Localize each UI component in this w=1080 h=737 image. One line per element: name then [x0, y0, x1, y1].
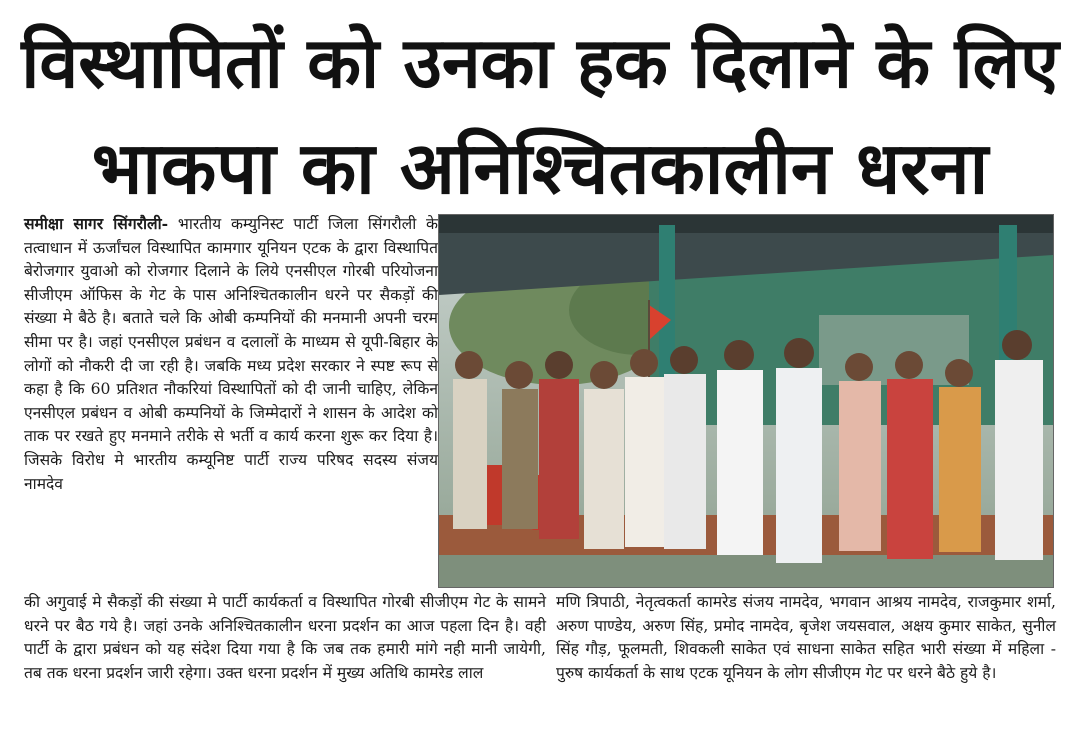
byline: समीक्षा सागर सिंगरौली- [24, 214, 169, 233]
protest-photo [438, 214, 1054, 588]
headline-line-2: भाकपा का अनिश्चितकालीन धरना [91, 126, 989, 210]
protest-photo-illustration [439, 215, 1053, 587]
article-column-2: की अगुवाई मे सैकड़ों की संख्या मे पार्टी कार्यकर्ता व विस्थापित गोरबी सीजीएम गेट के सामने धरने पर बैठ गये है। जहां उनके अनिश्चितकालीन धरना प्रदर्शन का आज पहला दिन है। वही पार्टी के द्वारा प्रबंधन को यह संदेश दिया गया है कि जब तक हमारी मांगे नही मानी जायेगी, तब तक धरना प्रदर्शन जारी रहेगा। उक्त धरना प्रदर्शन में मुख्य अतिथि कामरेड लाल [24, 593, 546, 682]
article-column-3: मणि त्रिपाठी, नेतृत्वकर्ता कामरेड संजय नामदेव, भगवान आश्रय नामदेव, राजकुमार शर्मा, अरुण पाण्डेय, अरुण सिंह, प्रमोद नामदेव, बृजेश जयसवाल, अक्षय कुमार साकेत, सुनील सिंह गौड़, फूलमती, शिवकली साकेत एवं साधना साकेत सहित भारी संख्या में महिला - पुरुष कार्यकर्ता के साथ एटक यूनियन के लोग सीजीएम गेट पर धरने बैठे हुये है। [556, 593, 1056, 682]
article-column-1 [24, 212, 438, 496]
article-text-1: भारतीय कम्युनिस्ट पार्टी जिला सिंगरौली के तत्वाधान में ऊर्जांचल विस्थापित कामगार यूनियन एटक के द्वारा विस्थापित बेरोजगार युवाओ को रोजगार दिलाने के लिये एनसीएल गोरबी परियोजना सीजीएम ऑफिस के गेट के पास अनिश्चितकालीन धरने पर सैकड़ों की संख्या मे बैठे है। बताते चले कि ओबी कम्पनियों की मनमानी अपनी चरम सीमा पर है। जहां एनसीएल प्रबंधन व दलालों के माध्यम से यूपी-बिहार के लोगों को नौकरी दी जा रही है। जबकि मध्य प्रदेश सरकार ने स्पष्ट रूप से कहा है कि 60 प्रतिशत नौकरियां विस्थापितों को दी जानी चाहिए, लेकिन एनसीएल प्रबंधन व ओबी कम्पनियों के जिम्मेदारों ने शासन के आदेश को ताक पर रखते हुए मनमाने तरीके से भर्ती व कार्य करना शुरू कर दिया है। जिसके विरोध मे भारतीय कम्यूनिष्ट पार्टी राज्य परिषद सदस्य संजय नामदेव [24, 215, 438, 493]
headline-line-1: विस्थापितों को उनका हक दिलाने के लिए [21, 22, 1059, 104]
